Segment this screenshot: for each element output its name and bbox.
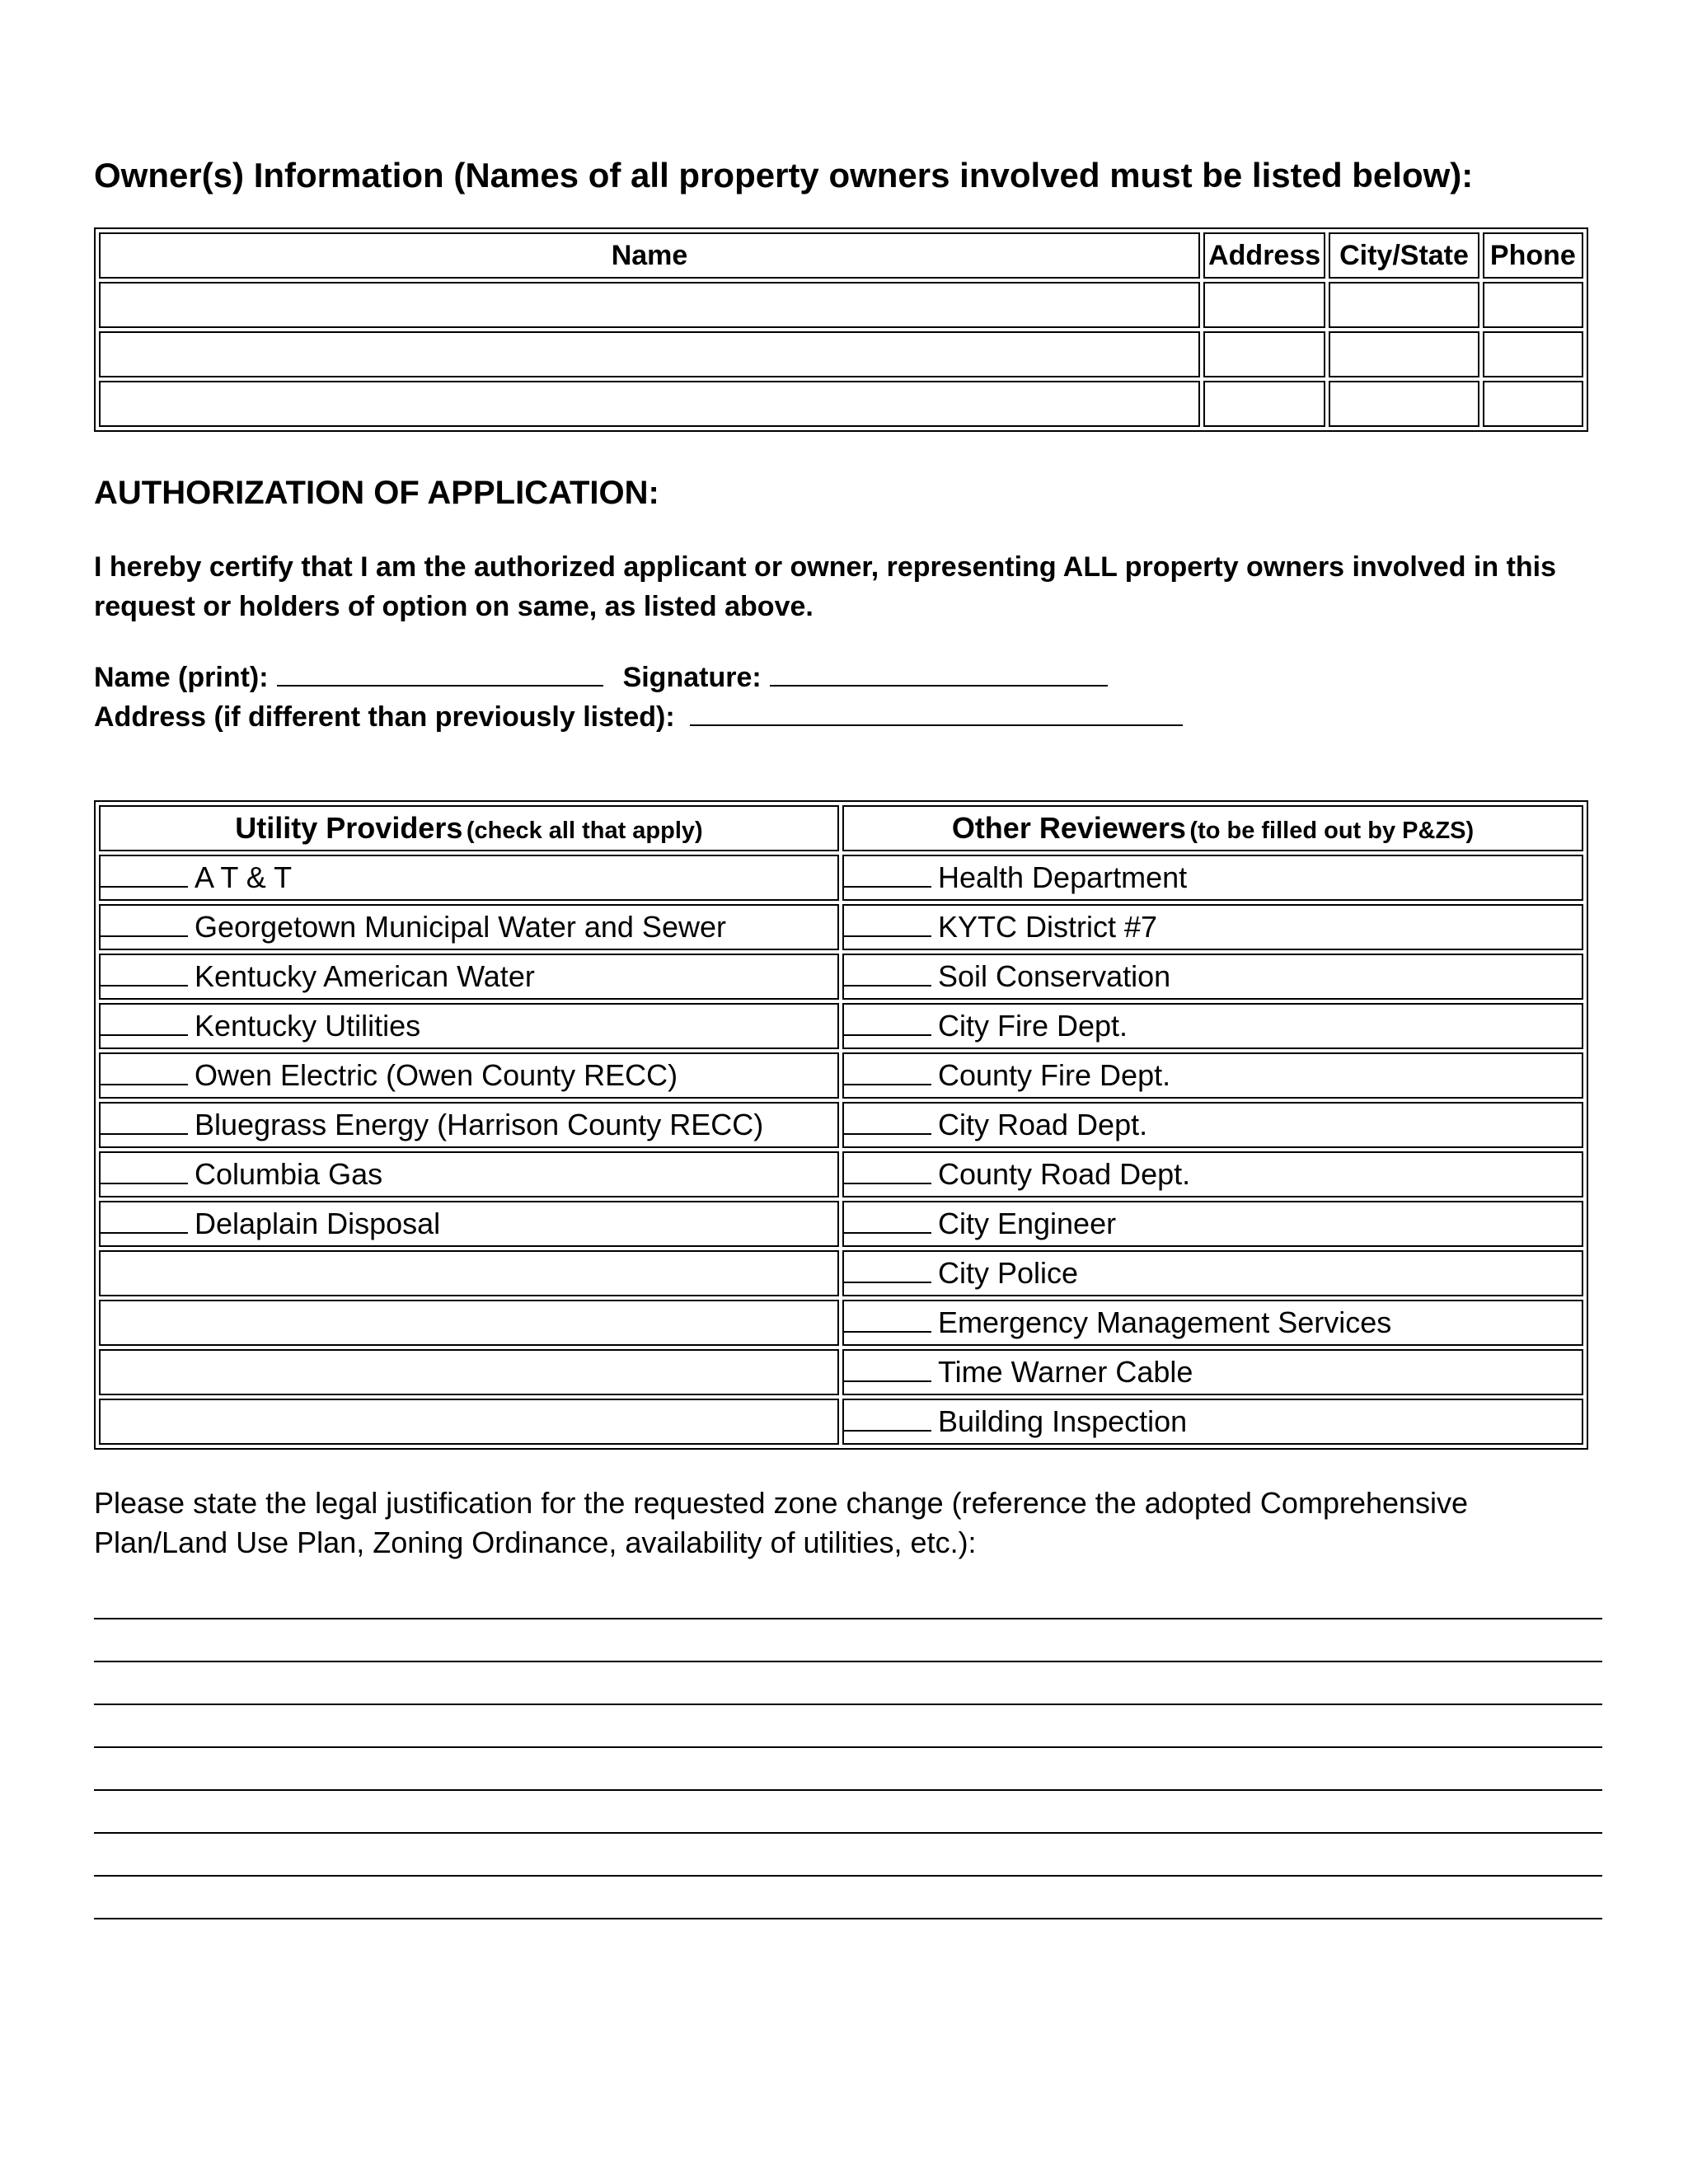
owners-table — [94, 227, 1588, 432]
owners-heading: Owner(s) Information (Names of all property owners involved must be listed below): — [94, 156, 1474, 194]
reviewer-label: City Road Dept. — [937, 1108, 1148, 1141]
reviewers-row — [99, 1052, 1583, 1099]
utility-label: Delaplain Disposal — [195, 1207, 441, 1240]
owner-city-state-cell[interactable] — [1329, 381, 1479, 427]
utility-label: Owen Electric (Owen County RECC) — [195, 1058, 678, 1092]
utility-label: Georgetown Municipal Water and Sewer — [195, 910, 726, 944]
owners-col-phone: Phone — [1483, 232, 1583, 279]
owner-city-state-cell[interactable] — [1329, 331, 1479, 377]
reviewer-label: City Fire Dept. — [937, 1009, 1128, 1043]
reviewer-check-blank[interactable] — [844, 1405, 931, 1432]
other-reviewers-header — [842, 805, 1583, 851]
justification-prompt: Please state the legal justification for the requested zone change (reference the adopted Comprehensive Plan/Land Use Plan, Zoning Ordinance, availability of utilities, etc.): — [94, 1486, 1469, 1559]
reviewer-label: City Engineer — [937, 1207, 1117, 1240]
name-print-label: Name (print): — [94, 662, 269, 693]
reviewer-cell — [842, 1102, 1583, 1148]
reviewer-check-blank[interactable] — [844, 1108, 931, 1135]
owners-header-row — [99, 232, 1583, 279]
utility-check-blank[interactable] — [101, 1059, 188, 1085]
justification-line[interactable] — [94, 1918, 1602, 1919]
utility-label: A T & T — [195, 860, 293, 894]
utility-cell — [99, 855, 839, 901]
reviewer-label: KYTC District #7 — [937, 910, 1158, 944]
utility-cell — [99, 1052, 839, 1099]
utility-cell — [99, 1300, 839, 1346]
address-label: Address (if different than previously listed): — [94, 701, 675, 733]
owners-row — [99, 331, 1583, 377]
reviewer-cell — [842, 1003, 1583, 1049]
utility-label: Kentucky Utilities — [195, 1009, 421, 1043]
owners-col-city-state: City/State — [1329, 232, 1479, 279]
reviewers-row — [99, 1151, 1583, 1197]
justification-line[interactable] — [94, 1832, 1602, 1834]
reviewers-row — [99, 1399, 1583, 1445]
reviewer-label: City Police — [937, 1256, 1079, 1290]
utility-cell — [99, 1349, 839, 1395]
reviewer-cell — [842, 855, 1583, 901]
reviewer-label: County Road Dept. — [937, 1157, 1191, 1191]
address-field[interactable] — [690, 695, 1183, 726]
reviewer-cell — [842, 1052, 1583, 1099]
utility-cell — [99, 904, 839, 950]
owner-phone-cell[interactable] — [1483, 381, 1583, 427]
justification-line[interactable] — [94, 1704, 1602, 1705]
signature-label: Signature: — [622, 662, 762, 693]
utility-cell — [99, 1201, 839, 1247]
reviewer-label: Health Department — [937, 860, 1188, 894]
owners-col-address: Address — [1203, 232, 1325, 279]
reviewer-cell — [842, 1250, 1583, 1296]
owner-phone-cell[interactable] — [1483, 331, 1583, 377]
utility-providers-title: Utility Providers — [235, 811, 463, 845]
reviewers-row — [99, 1003, 1583, 1049]
reviewer-check-blank[interactable] — [844, 861, 931, 888]
reviewer-label: County Fire Dept. — [937, 1058, 1171, 1092]
reviewer-check-blank[interactable] — [844, 1010, 931, 1036]
justification-line[interactable] — [94, 1661, 1602, 1662]
reviewer-cell — [842, 1151, 1583, 1197]
utility-check-blank[interactable] — [101, 1108, 188, 1135]
name-signature-line — [94, 655, 1108, 697]
reviewer-label: Time Warner Cable — [937, 1355, 1193, 1389]
signature-field[interactable] — [770, 655, 1108, 687]
owner-address-cell[interactable] — [1203, 381, 1325, 427]
utility-providers-header — [99, 805, 839, 851]
owner-name-cell[interactable] — [99, 282, 1200, 328]
utility-cell — [99, 1151, 839, 1197]
reviewer-cell — [842, 904, 1583, 950]
reviewers-header-row — [99, 805, 1583, 851]
reviewer-label: Emergency Management Services — [937, 1305, 1392, 1339]
owner-phone-cell[interactable] — [1483, 282, 1583, 328]
reviewer-check-blank[interactable] — [844, 1356, 931, 1382]
utility-check-blank[interactable] — [101, 1158, 188, 1184]
reviewers-table — [94, 800, 1588, 1450]
utility-check-blank[interactable] — [101, 861, 188, 888]
reviewer-cell — [842, 1300, 1583, 1346]
reviewer-cell — [842, 954, 1583, 1000]
reviewer-check-blank[interactable] — [844, 1158, 931, 1184]
reviewer-check-blank[interactable] — [844, 1059, 931, 1085]
reviewers-row — [99, 954, 1583, 1000]
owners-row — [99, 381, 1583, 427]
owner-address-cell[interactable] — [1203, 331, 1325, 377]
reviewer-cell — [842, 1349, 1583, 1395]
justification-line[interactable] — [94, 1789, 1602, 1791]
owner-name-cell[interactable] — [99, 381, 1200, 427]
reviewer-check-blank[interactable] — [844, 1306, 931, 1333]
utility-check-blank[interactable] — [101, 1207, 188, 1234]
owner-address-cell[interactable] — [1203, 282, 1325, 328]
other-reviewers-title: Other Reviewers — [951, 811, 1186, 845]
utility-providers-note: (check all that apply) — [466, 818, 703, 844]
utility-label: Columbia Gas — [195, 1157, 383, 1191]
utility-check-blank[interactable] — [101, 1010, 188, 1036]
reviewer-check-blank[interactable] — [844, 911, 931, 937]
reviewer-check-blank[interactable] — [844, 1257, 931, 1283]
reviewers-row — [99, 1250, 1583, 1296]
name-print-field[interactable] — [277, 655, 603, 687]
utility-label: Bluegrass Energy (Harrison County RECC) — [195, 1108, 764, 1141]
address-line — [94, 695, 1183, 737]
reviewers-row — [99, 904, 1583, 950]
owner-name-cell[interactable] — [99, 331, 1200, 377]
other-reviewers-note: (to be filled out by P&ZS) — [1189, 818, 1475, 844]
justification-line[interactable] — [94, 1746, 1602, 1748]
justification-line[interactable] — [94, 1875, 1602, 1877]
owners-col-name: Name — [99, 232, 1200, 279]
utility-cell — [99, 954, 839, 1000]
reviewer-label: Building Inspection — [937, 1404, 1188, 1438]
reviewer-cell — [842, 1399, 1583, 1445]
reviewers-row — [99, 1201, 1583, 1247]
reviewer-cell — [842, 1201, 1583, 1247]
reviewer-check-blank[interactable] — [844, 960, 931, 987]
owner-city-state-cell[interactable] — [1329, 282, 1479, 328]
reviewers-row — [99, 1349, 1583, 1395]
utility-check-blank[interactable] — [101, 911, 188, 937]
reviewers-row — [99, 1102, 1583, 1148]
utility-cell — [99, 1250, 839, 1296]
justification-line[interactable] — [94, 1618, 1602, 1619]
reviewers-row — [99, 855, 1583, 901]
reviewer-check-blank[interactable] — [844, 1207, 931, 1234]
owners-row — [99, 282, 1583, 328]
utility-check-blank[interactable] — [101, 960, 188, 987]
utility-cell — [99, 1399, 839, 1445]
utility-cell — [99, 1003, 839, 1049]
authorization-heading: AUTHORIZATION OF APPLICATION: — [94, 475, 659, 511]
certify-statement: I hereby certify that I am the authorized applicant or owner, representing ALL property owners involved in this request or holders of option on same, as listed above. — [94, 551, 1557, 622]
utility-cell — [99, 1102, 839, 1148]
reviewers-row — [99, 1300, 1583, 1346]
reviewer-label: Soil Conservation — [937, 959, 1171, 993]
utility-label: Kentucky American Water — [195, 959, 535, 993]
